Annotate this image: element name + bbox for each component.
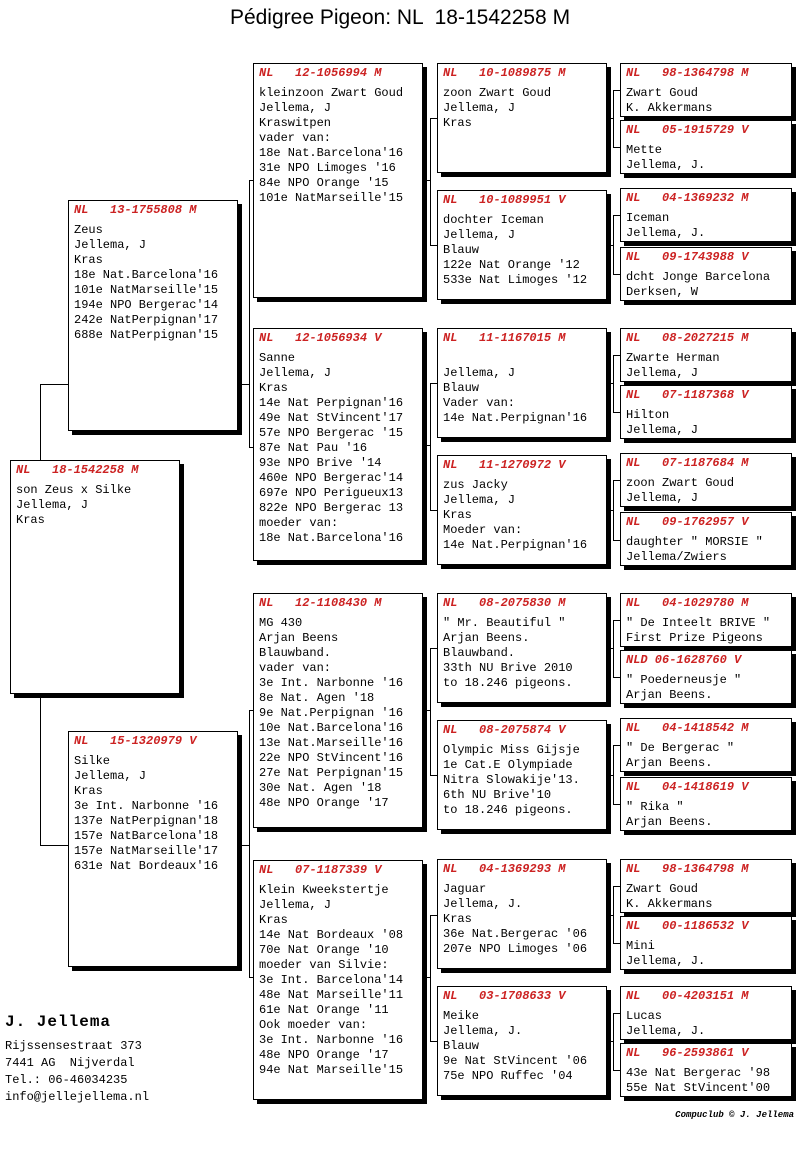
pedigree-box-great-grandparent-2: [437, 190, 607, 300]
text-line: 61e Nat Orange '11: [259, 1003, 389, 1017]
text-line: son Zeus x Silke: [16, 483, 132, 497]
text-line: 10e Nat.Barcelona'16: [259, 721, 404, 735]
text-line: Jellema, J: [443, 101, 516, 115]
text-line: 13e Nat.Marseille'16: [259, 736, 404, 750]
text-line: Jellema, J: [259, 101, 332, 115]
text-line: 137e NatPerpignan'18: [74, 814, 219, 828]
text-line: Kras: [259, 381, 288, 395]
text-line: zus Jacky: [443, 478, 508, 492]
pedigree-box-lines: [626, 939, 786, 969]
text-line: to 18.246 pigeons.: [443, 676, 573, 690]
text-line: Blauw: [443, 381, 480, 395]
text-line: daughter " MORSIE ": [626, 535, 763, 549]
text-line: vader van:: [259, 661, 332, 675]
text-line: Kraswitpen: [259, 116, 332, 130]
pedigree-box-gg-grandparent-14: [620, 916, 792, 970]
text-line: Moeder van:: [443, 523, 523, 537]
ring-number: NL 05-1915729 V: [626, 123, 749, 137]
pedigree-box-lines: [626, 476, 786, 506]
pedigree-box-lines: [626, 86, 786, 116]
text-line: " De Inteelt BRIVE ": [626, 616, 771, 630]
ring-number: NL 03-1708633 V: [443, 989, 566, 1003]
text-line: 6th NU Brive'10: [443, 788, 552, 802]
text-line: 22e NPO StVincent'16: [259, 751, 404, 765]
text-line: 533e Nat Limoges '12: [443, 273, 588, 287]
pedigree-box-gg-grandparent-9: [620, 593, 792, 647]
ring-number: NL 11-1167015 M: [443, 331, 566, 345]
pedigree-box-gg-grandparent-6: [620, 385, 792, 439]
ring-number: NL 04-1029780 M: [626, 596, 749, 610]
pedigree-box-great-grandparent-1: [437, 63, 607, 173]
text-line: 207e NPO Limoges '06: [443, 942, 588, 956]
text-line: Arjan Beens.: [626, 688, 713, 702]
pedigree-box-lines: [443, 351, 601, 426]
text-line: Klein Kweekstertje: [259, 883, 389, 897]
pedigree-box-lines: [443, 1009, 601, 1084]
pedigree-box-great-grandparent-3: [437, 328, 607, 438]
pedigree-box-lines: [626, 1009, 786, 1039]
text-line: " Mr. Beautiful ": [443, 616, 566, 630]
text-line: First Prize Pigeons: [626, 631, 763, 645]
text-line: MG 430: [259, 616, 303, 630]
pedigree-box-gg-grandparent-1: [620, 63, 792, 117]
ring-number: NL 13-1755808 M: [74, 203, 197, 217]
ring-number: NL 08-2075874 V: [443, 723, 566, 737]
pedigree-box-lines: [443, 86, 601, 131]
pedigree-box-lines: [626, 616, 786, 646]
text-line: Kras: [16, 513, 45, 527]
pedigree-box-grandmother-maternal: [253, 860, 423, 1100]
text-line: 194e NPO Bergerac'14: [74, 298, 219, 312]
pedigree-box-grandfather-maternal: [253, 593, 423, 828]
pedigree-box-grandfather-paternal: [253, 63, 423, 298]
ring-number: NL 98-1364798 M: [626, 862, 749, 876]
pedigree-box-lines: [626, 351, 786, 381]
text-line: Arjan Beens: [259, 631, 339, 645]
breeder-address: [5, 1038, 149, 1106]
text-line: Sanne: [259, 351, 296, 365]
pedigree-box-lines: [443, 213, 601, 288]
text-line: dcht Jonge Barcelona: [626, 270, 771, 284]
text-line: Jellema, J: [74, 769, 147, 783]
ring-number: NL 04-1418542 M: [626, 721, 749, 735]
text-line: Nitra Slowakije'13.: [443, 773, 580, 787]
pedigree-box-lines: [74, 754, 232, 874]
pedigree-box-lines: [16, 483, 174, 528]
text-line: 18e Nat.Barcelona'16: [259, 531, 404, 545]
text-line: Blauwband.: [259, 646, 332, 660]
pedigree-box-lines: [259, 86, 417, 206]
text-line: 93e NPO Brive '14: [259, 456, 382, 470]
text-line: Jellema, J: [16, 498, 89, 512]
text-line: Jellema, J.: [626, 1024, 706, 1038]
text-line: 48e NPO Orange '17: [259, 796, 389, 810]
pedigree-box-gg-grandparent-13: [620, 859, 792, 913]
text-line: 31e NPO Limoges '16: [259, 161, 396, 175]
ring-number: NL 15-1320979 V: [74, 734, 197, 748]
text-line: Arjan Beens.: [443, 631, 530, 645]
text-line: 14e Nat.Perpignan'16: [443, 538, 588, 552]
ring-number: NL 12-1056994 M: [259, 66, 382, 80]
text-line: 460e NPO Bergerac'14: [259, 471, 404, 485]
text-line: 18e Nat.Barcelona'16: [74, 268, 219, 282]
pedigree-box-lines: [626, 673, 786, 703]
text-line: 87e Nat Pau '16: [259, 441, 368, 455]
text-line: Zwarte Herman: [626, 351, 720, 365]
text-line: Jellema, J.: [443, 1024, 523, 1038]
text-line: 122e Nat Orange '12: [443, 258, 580, 272]
text-line: 9e Nat StVincent '06: [443, 1054, 588, 1068]
text-line: Arjan Beens.: [626, 815, 713, 829]
text-line: 631e Nat Bordeaux'16: [74, 859, 219, 873]
ring-number: NL 00-4203151 M: [626, 989, 749, 1003]
text-line: Tel.: 06-46034235: [5, 1073, 128, 1087]
text-line: 49e Nat StVincent'17: [259, 411, 404, 425]
pedigree-box-great-grandparent-4: [437, 455, 607, 565]
text-line: moeder van:: [259, 516, 339, 530]
text-line: dochter Iceman: [443, 213, 544, 227]
text-line: 697e NPO Perigueux13: [259, 486, 404, 500]
text-line: Olympic Miss Gijsje: [443, 743, 580, 757]
text-line: Jellema, J: [626, 423, 699, 437]
pedigree-box-mother: [68, 731, 238, 967]
text-line: 14e Nat.Perpignan'16: [443, 411, 588, 425]
text-line: Rijssensestraat 373: [5, 1039, 142, 1053]
text-line: 70e Nat Orange '10: [259, 943, 389, 957]
pedigree-box-lines: [443, 616, 601, 691]
text-line: 75e NPO Ruffec '04: [443, 1069, 573, 1083]
text-line: Jellema, J: [259, 366, 332, 380]
pedigree-box-gg-grandparent-7: [620, 453, 792, 507]
pedigree-box-lines: [443, 743, 601, 818]
text-line: Iceman: [626, 211, 670, 225]
pedigree-box-gg-grandparent-5: [620, 328, 792, 382]
ring-number: NL 00-1186532 V: [626, 919, 749, 933]
pedigree-box-lines: [626, 408, 786, 438]
text-line: 1e Cat.E Olympiade: [443, 758, 573, 772]
text-line: kleinzoon Zwart Goud: [259, 86, 404, 100]
text-line: 3e Int. Barcelona'14: [259, 973, 404, 987]
text-line: 3e Int. Narbonne '16: [259, 676, 404, 690]
text-line: Mini: [626, 939, 655, 953]
pedigree-box-gg-grandparent-2: [620, 120, 792, 174]
pedigree-box-great-grandparent-7: [437, 859, 607, 969]
text-line: zoon Zwart Goud: [443, 86, 552, 100]
ring-number: NL 96-2593861 V: [626, 1046, 749, 1060]
text-line: vader van:: [259, 131, 332, 145]
pedigree-box-gg-grandparent-4: [620, 247, 792, 301]
text-line: Jellema, J.: [443, 897, 523, 911]
text-line: 18e Nat.Barcelona'16: [259, 146, 404, 160]
text-line: Blauwband.: [443, 646, 516, 660]
ring-number: NL 07-1187339 V: [259, 863, 382, 877]
text-line: K. Akkermans: [626, 897, 713, 911]
ring-number: NL 10-1089875 M: [443, 66, 566, 80]
pedigree-box-gg-grandparent-11: [620, 718, 792, 772]
text-line: Hilton: [626, 408, 670, 422]
text-line: Blauw: [443, 243, 480, 257]
ring-number: NL 08-2075830 M: [443, 596, 566, 610]
text-line: Arjan Beens.: [626, 756, 713, 770]
text-line: Jellema, J.: [626, 954, 706, 968]
text-line: 14e Nat Perpignan'16: [259, 396, 404, 410]
pedigree-box-lines: [74, 223, 232, 343]
text-line: Kras: [443, 912, 472, 926]
text-line: " De Bergerac ": [626, 741, 735, 755]
compuclub-credit: Compuclub © J. Jellema: [675, 1110, 794, 1120]
text-line: 7441 AG Nijverdal: [5, 1056, 135, 1070]
text-line: Blauw: [443, 1039, 480, 1053]
text-line: Kras: [259, 913, 288, 927]
text-line: 9e Nat.Perpignan '16: [259, 706, 404, 720]
pedigree-box-lines: [626, 270, 786, 300]
text-line: Jellema, J: [626, 491, 699, 505]
text-line: 157e NatMarseille'17: [74, 844, 219, 858]
text-line: Zwart Goud: [626, 882, 699, 896]
ring-number: NL 09-1762957 V: [626, 515, 749, 529]
pedigree-box-lines: [626, 143, 786, 173]
ring-number: NL 04-1369293 M: [443, 862, 566, 876]
ring-number: NL 09-1743988 V: [626, 250, 749, 264]
text-line: Lucas: [626, 1009, 663, 1023]
text-line: 43e Nat Bergerac '98: [626, 1066, 771, 1080]
ring-number: NL 07-1187368 V: [626, 388, 749, 402]
text-line: Kras: [443, 116, 472, 130]
text-line: Vader van:: [443, 396, 516, 410]
ring-number: NL 98-1364798 M: [626, 66, 749, 80]
text-line: 101e NatMarseille'15: [259, 191, 404, 205]
text-line: Meike: [443, 1009, 480, 1023]
text-line: 14e Nat Bordeaux '08: [259, 928, 404, 942]
text-line: 8e Nat. Agen '18: [259, 691, 375, 705]
text-line: 57e NPO Bergerac '15: [259, 426, 404, 440]
pedigree-box-gg-grandparent-3: [620, 188, 792, 242]
text-line: zoon Zwart Goud: [626, 476, 735, 490]
text-line: Jellema, J: [259, 898, 332, 912]
pedigree-box-gg-grandparent-12: [620, 777, 792, 831]
text-line: 33th NU Brive 2010: [443, 661, 573, 675]
pedigree-box-gg-grandparent-10: [620, 650, 792, 704]
text-line: Kras: [443, 508, 472, 522]
text-line: 3e Int. Narbonne '16: [259, 1033, 404, 1047]
text-line: Derksen, W: [626, 285, 699, 299]
pedigree-box-lines: [626, 800, 786, 830]
text-line: Zwart Goud: [626, 86, 699, 100]
text-line: Jellema/Zwiers: [626, 550, 727, 564]
text-line: info@jellejellema.nl: [5, 1090, 150, 1104]
text-line: [443, 351, 601, 366]
text-line: 822e NPO Bergerac 13: [259, 501, 404, 515]
ring-number: NLD 06-1628760 V: [626, 653, 742, 667]
pedigree-box-subject: [10, 460, 180, 694]
pedigree-box-great-grandparent-8: [437, 986, 607, 1096]
text-line: Kras: [74, 253, 103, 267]
text-line: 94e Nat Marseille'15: [259, 1063, 404, 1077]
text-line: Zeus: [74, 223, 103, 237]
text-line: Silke: [74, 754, 111, 768]
ring-number: NL 11-1270972 V: [443, 458, 566, 472]
ring-number: NL 04-1369232 M: [626, 191, 749, 205]
text-line: " Poederneusje ": [626, 673, 742, 687]
pedigree-box-gg-grandparent-16: [620, 1043, 792, 1097]
pedigree-box-lines: [626, 211, 786, 241]
text-line: 36e Nat.Bergerac '06: [443, 927, 588, 941]
pedigree-box-lines: [443, 478, 601, 553]
pedigree-box-lines: [259, 616, 417, 811]
pedigree-box-lines: [626, 882, 786, 912]
text-line: 3e Int. Narbonne '16: [74, 799, 219, 813]
pedigree-box-lines: [259, 351, 417, 546]
ring-number: NL 18-1542258 M: [16, 463, 139, 477]
text-line: moeder van Silvie:: [259, 958, 389, 972]
text-line: 84e NPO Orange '15: [259, 176, 389, 190]
ring-number: NL 12-1056934 V: [259, 331, 382, 345]
pedigree-box-lines: [626, 741, 786, 771]
text-line: Kras: [74, 784, 103, 798]
page-title: Pédigree Pigeon: NL 18-1542258 M: [229, 6, 571, 29]
ring-number: NL 07-1187684 M: [626, 456, 749, 470]
ring-number: NL 10-1089951 V: [443, 193, 566, 207]
text-line: 27e Nat Perpignan'15: [259, 766, 404, 780]
pedigree-box-grandmother-paternal: [253, 328, 423, 561]
pedigree-box-gg-grandparent-8: [620, 512, 792, 566]
text-line: Jellema, J: [443, 366, 516, 380]
text-line: 242e NatPerpignan'17: [74, 313, 219, 327]
ring-number: NL 04-1418619 V: [626, 780, 749, 794]
text-line: Jaguar: [443, 882, 487, 896]
text-line: 157e NatBarcelona'18: [74, 829, 219, 843]
pedigree-box-lines: [259, 883, 417, 1078]
text-line: Jellema, J: [443, 493, 516, 507]
text-line: Ook moeder van:: [259, 1018, 368, 1032]
text-line: Mette: [626, 143, 663, 157]
pedigree-box-gg-grandparent-15: [620, 986, 792, 1040]
ring-number: NL 12-1108430 M: [259, 596, 382, 610]
text-line: to 18.246 pigeons.: [443, 803, 573, 817]
text-line: 688e NatPerpignan'15: [74, 328, 219, 342]
text-line: 48e NPO Orange '17: [259, 1048, 389, 1062]
text-line: 30e Nat. Agen '18: [259, 781, 382, 795]
pedigree-box-father: [68, 200, 238, 431]
text-line: Jellema, J: [443, 228, 516, 242]
breeder-name: J. Jellema: [5, 1013, 112, 1031]
pedigree-box-great-grandparent-6: [437, 720, 607, 830]
text-line: K. Akkermans: [626, 101, 713, 115]
text-line: 48e Nat Marseille'11: [259, 988, 404, 1002]
pedigree-box-lines: [626, 535, 786, 565]
text-line: 55e Nat StVincent'00: [626, 1081, 771, 1095]
pedigree-box-lines: [443, 882, 601, 957]
pedigree-box-great-grandparent-5: [437, 593, 607, 703]
text-line: Jellema, J: [74, 238, 147, 252]
text-line: Jellema, J.: [626, 226, 706, 240]
text-line: Jellema, J: [626, 366, 699, 380]
pedigree-box-lines: [626, 1066, 786, 1096]
ring-number: NL 08-2027215 M: [626, 331, 749, 345]
text-line: 101e NatMarseille'15: [74, 283, 219, 297]
text-line: " Rika ": [626, 800, 684, 814]
text-line: Jellema, J.: [626, 158, 706, 172]
